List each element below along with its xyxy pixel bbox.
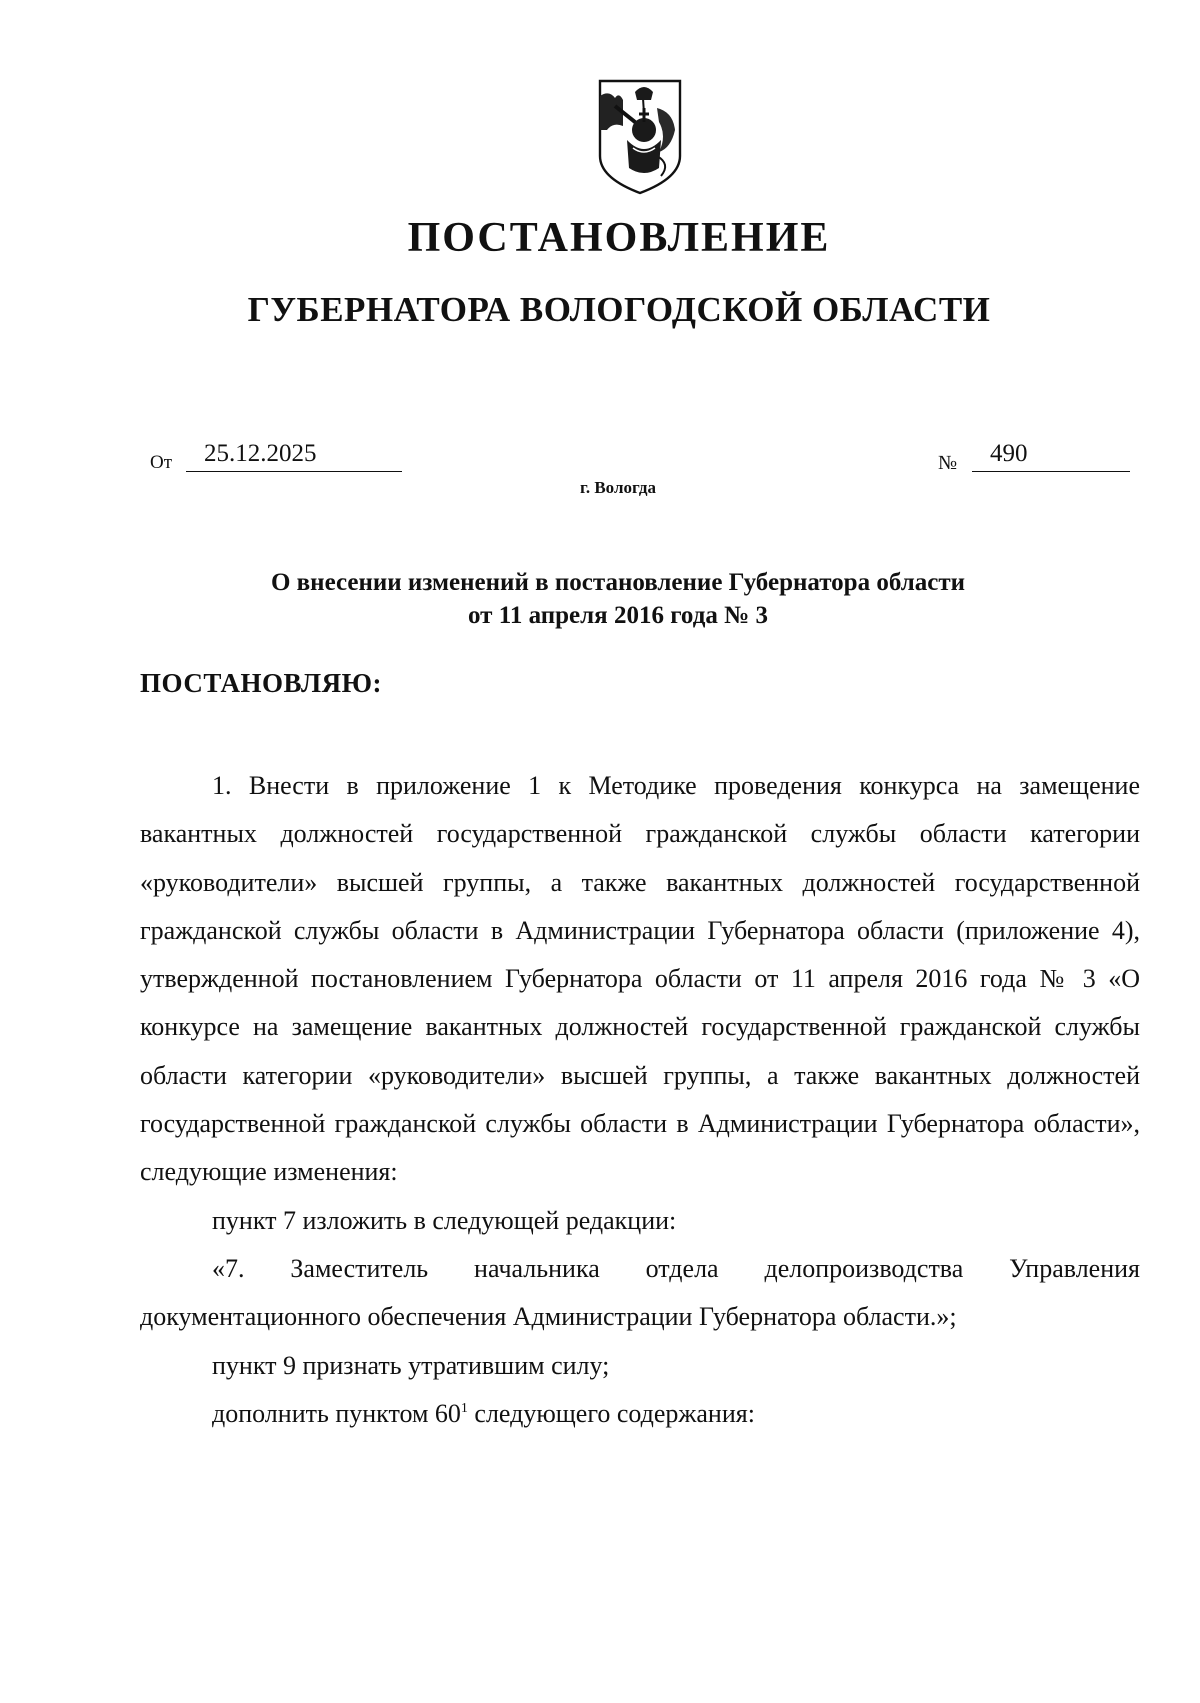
paragraph-5-superscript: 1 <box>460 1400 468 1416</box>
paragraph-5-start: дополнить пунктом 60 <box>212 1398 461 1428</box>
document-subject <box>36 566 1200 632</box>
paragraph-1: 1. Внести в приложение 1 к Методике проведения конкурса на замещение вакантных должностей государственной гражданской службы области категории «руководители» высшей группы, а также вакантных должностей государственной гражданской службы области в Администрации Губернатора области (приложение 4), утвержденной постановлением Губернатора области от 11 апреля 2016 года № 3 «О конкурсе на замещение вакантных должностей государственной гражданской службы области категории «руководители» высшей группы, а также вакантных должностей государственной гражданской службы области в Администрации Губернатора области», следующие изменения: <box>140 771 1140 1187</box>
document-title: ПОСТАНОВЛЕНИЕ <box>407 215 831 261</box>
document-body <box>140 762 1140 1438</box>
date-prefix: От <box>150 452 173 473</box>
decree-heading: ПОСТАНОВЛЯЮ: <box>140 668 382 698</box>
paragraph-4: пункт 9 признать утратившим силу; <box>212 1350 610 1380</box>
document-authority: ГУБЕРНАТОРА ВОЛОГОДСКОЙ ОБЛАСТИ <box>247 290 991 329</box>
paragraph-2: пункт 7 изложить в следующей редакции: <box>212 1205 677 1235</box>
document-number: 490 <box>972 440 1130 472</box>
paragraph-5 <box>140 1390 1140 1438</box>
paragraph-5-end: следующего содержания: <box>467 1398 755 1428</box>
subject-line-1: О внесении изменений в постановление Губернатора области <box>270 569 966 596</box>
document-date: 25.12.2025 <box>186 440 402 472</box>
issuing-city: г. Вологда <box>580 478 656 497</box>
coat-of-arms-icon <box>597 78 683 196</box>
subject-line-2: от 11 апреля 2016 года № 3 <box>468 602 768 629</box>
number-prefix: № <box>938 452 958 474</box>
paragraph-3: «7. Заместитель начальника отдела делопроизводства Управления документационного обеспечения Администрации Губернатора области.»; <box>140 1253 1140 1332</box>
